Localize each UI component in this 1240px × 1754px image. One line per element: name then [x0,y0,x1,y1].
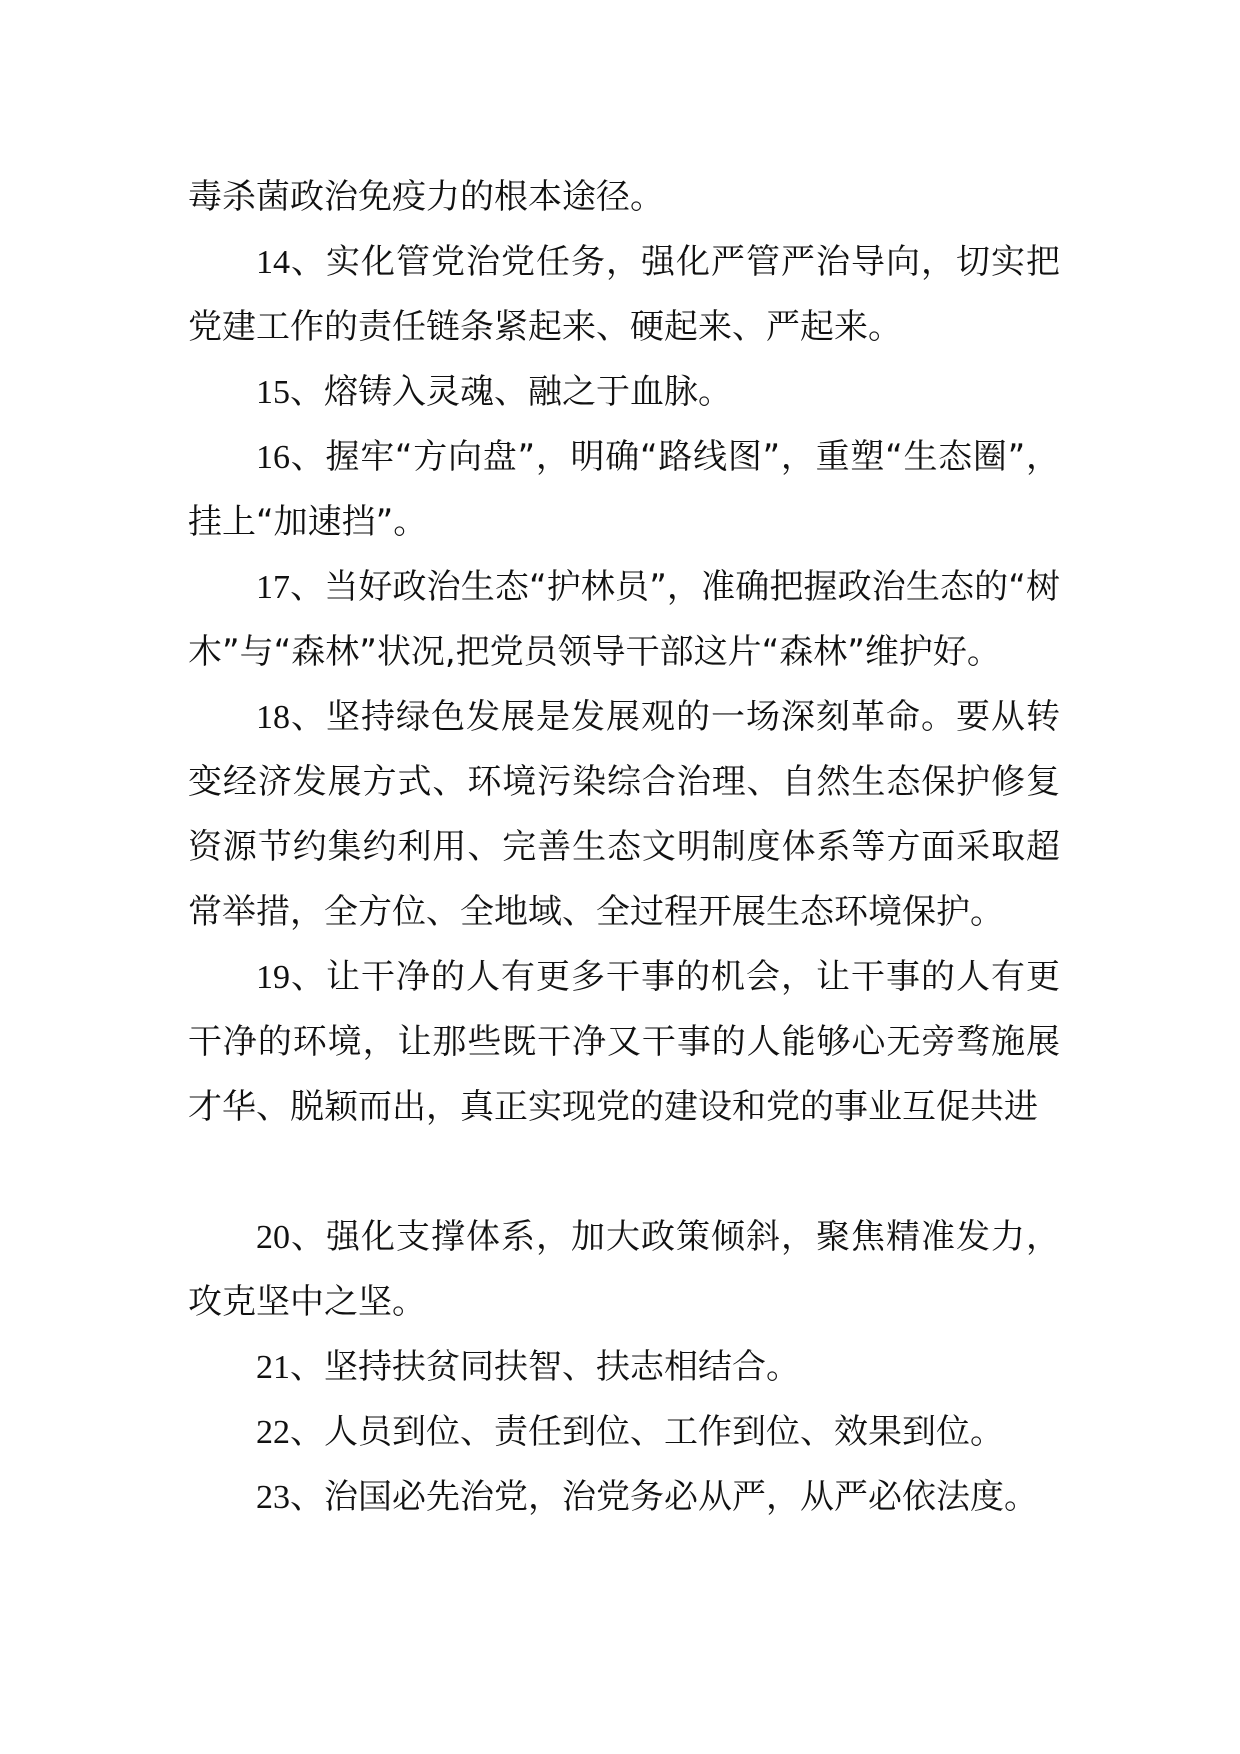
paragraph-number: 20 [256,1219,290,1256]
paragraph-text: 、坚持绿色发展是发展观的一场深刻革命。要从转变经济发展方式、环境污染综合治理、自然生态保护修复资源节约集约利用、完善生态文明制度体系等方面采取超常举措，全方位、全地域、全过程开展生态环境保护。 [188,697,1060,932]
paragraph-20 [188,1205,1060,1335]
paragraph-23 [188,1465,1060,1530]
paragraph-16 [188,425,1060,555]
paragraph-number: 23 [256,1479,290,1516]
paragraph-number: 14 [256,244,290,281]
paragraph-text: 、实化管党治党任务，强化严管严治导向，切实把党建工作的责任链条紧起来、硬起来、严起来。 [188,242,1060,347]
paragraph-text: 毒杀菌政治免疫力的根本途径。 [188,177,664,217]
paragraph-number: 21 [256,1349,290,1386]
paragraph-22 [188,1400,1060,1465]
paragraph-text: 、当好政治生态“护林员”，准确把握政治生态的“树木”与“森林”状况,把党员领导干部这片“森林”维护好。 [188,567,1060,672]
document-body [188,165,1060,1530]
paragraph-text: 、握牢“方向盘”，明确“路线图”，重塑“生态圈”，挂上“加速挡”。 [188,437,1060,542]
paragraph-text: 、坚持扶贫同扶智、扶志相结合。 [290,1347,800,1387]
paragraph-number: 19 [256,959,290,996]
paragraph-number: 22 [256,1414,290,1451]
paragraph-number: 18 [256,699,290,736]
paragraph-19 [188,945,1060,1140]
paragraph-number: 17 [256,569,290,606]
paragraph-21 [188,1335,1060,1400]
paragraph-14 [188,230,1060,360]
paragraph-text: 、强化支撑体系，加大政策倾斜，聚焦精准发力，攻克坚中之坚。 [188,1217,1060,1322]
paragraph-17 [188,555,1060,685]
paragraph-text: 、让干净的人有更多干事的机会，让干事的人有更干净的环境，让那些既干净又干事的人能够心无旁骛施展才华、脱颖而出，真正实现党的建设和党的事业互促共进 [188,957,1060,1127]
paragraph-number: 15 [256,374,290,411]
paragraph-18 [188,685,1060,945]
paragraph-15 [188,360,1060,425]
paragraph-text: 、熔铸入灵魂、融之于血脉。 [290,372,732,412]
paragraph-text: 、治国必先治党，治党务必从严，从严必依法度。 [290,1477,1038,1517]
blank-line [188,1140,1060,1205]
paragraph-number: 16 [256,439,290,476]
paragraph-13-continuation [188,165,1060,230]
paragraph-text: 、人员到位、责任到位、工作到位、效果到位。 [290,1412,1004,1452]
